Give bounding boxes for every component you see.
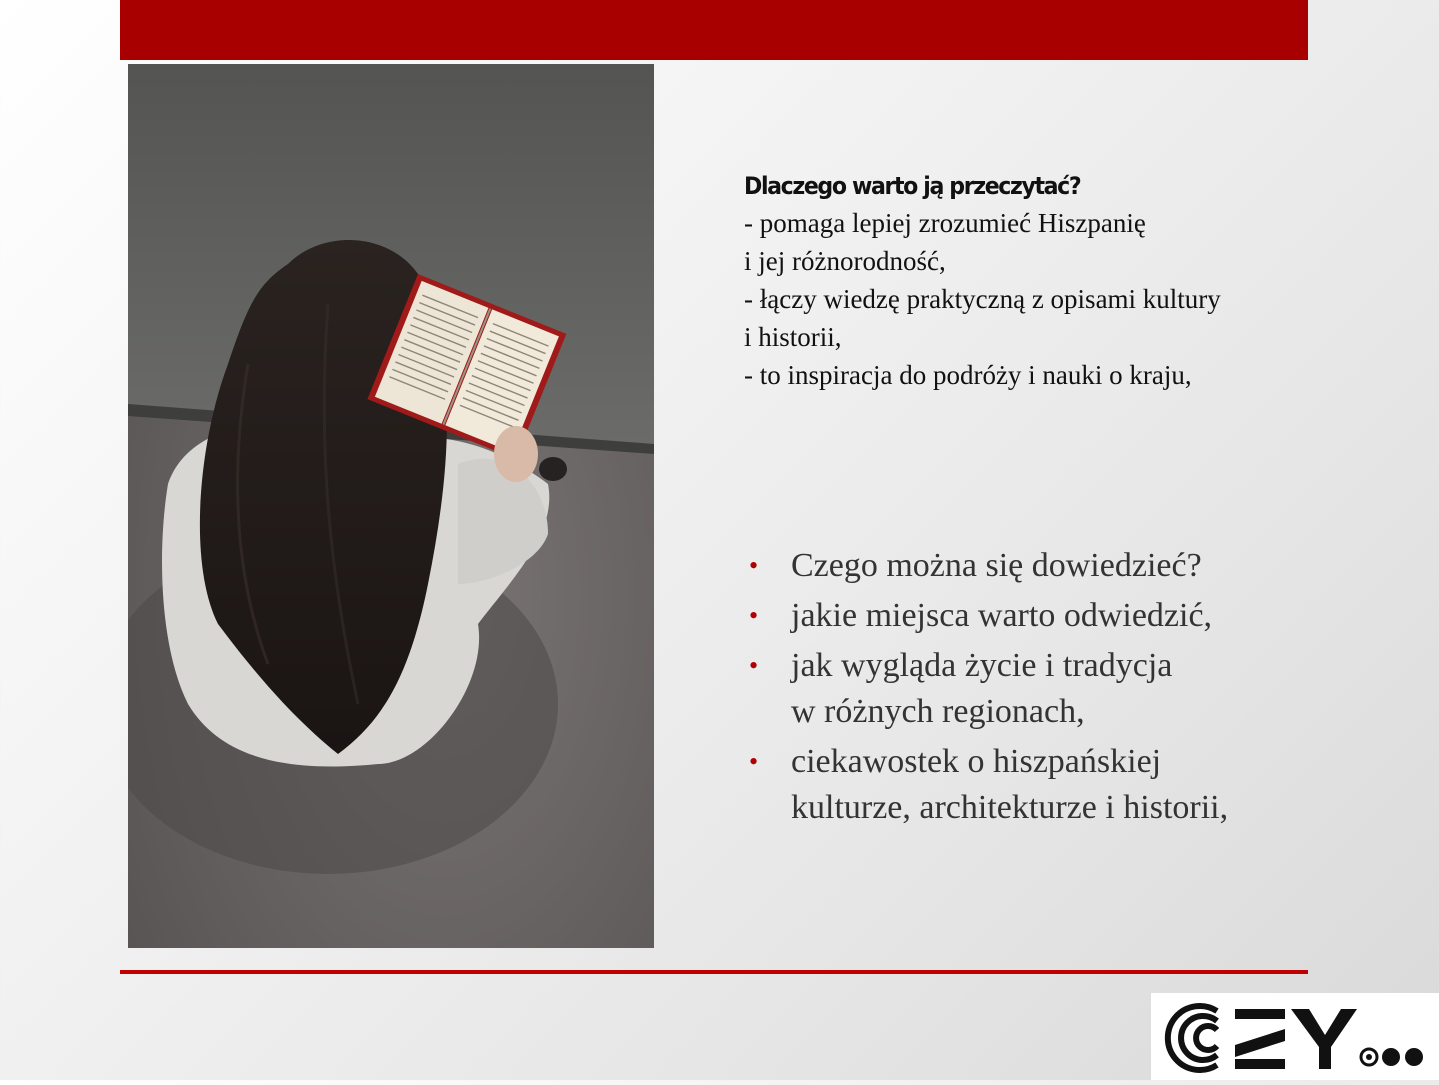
czy-logo bbox=[1151, 993, 1439, 1080]
why-read-line: i jej różnorodność, bbox=[744, 246, 946, 276]
bottom-divider-line bbox=[120, 970, 1308, 974]
learn-bullet-list bbox=[744, 543, 1344, 835]
bullet-icon: • bbox=[749, 601, 759, 630]
bullet-item bbox=[744, 593, 1344, 639]
why-read-line: - to inspiracja do podróży i nauki o kraju, bbox=[744, 360, 1192, 390]
why-read-line: - łączy wiedzę praktyczną z opisami kultury bbox=[744, 284, 1221, 314]
bullet-icon: • bbox=[749, 551, 759, 580]
bullet-text: Czego można się dowiedzieć? bbox=[791, 547, 1202, 584]
why-read-line: i historii, bbox=[744, 322, 842, 352]
bullet-icon: • bbox=[749, 747, 759, 776]
photo-girl-reading bbox=[128, 64, 654, 948]
bullet-text: jakie miejsca warto odwiedzić, bbox=[791, 597, 1213, 634]
bullet-icon: • bbox=[749, 651, 759, 680]
top-accent-bar bbox=[120, 0, 1308, 60]
why-read-heading: Dlaczego warto ją przeczytać? bbox=[744, 172, 1081, 200]
bullet-item bbox=[744, 739, 1344, 831]
why-read-section bbox=[744, 168, 1344, 394]
bullet-text: ciekawostek o hiszpańskiej kulturze, architekturze i historii, bbox=[791, 743, 1229, 826]
bullet-item bbox=[744, 543, 1344, 589]
bullet-item bbox=[744, 643, 1344, 735]
why-read-line: - pomaga lepiej zrozumieć Hiszpanię bbox=[744, 208, 1146, 238]
bullet-text: jak wygląda życie i tradycja w różnych regionach, bbox=[791, 647, 1173, 730]
